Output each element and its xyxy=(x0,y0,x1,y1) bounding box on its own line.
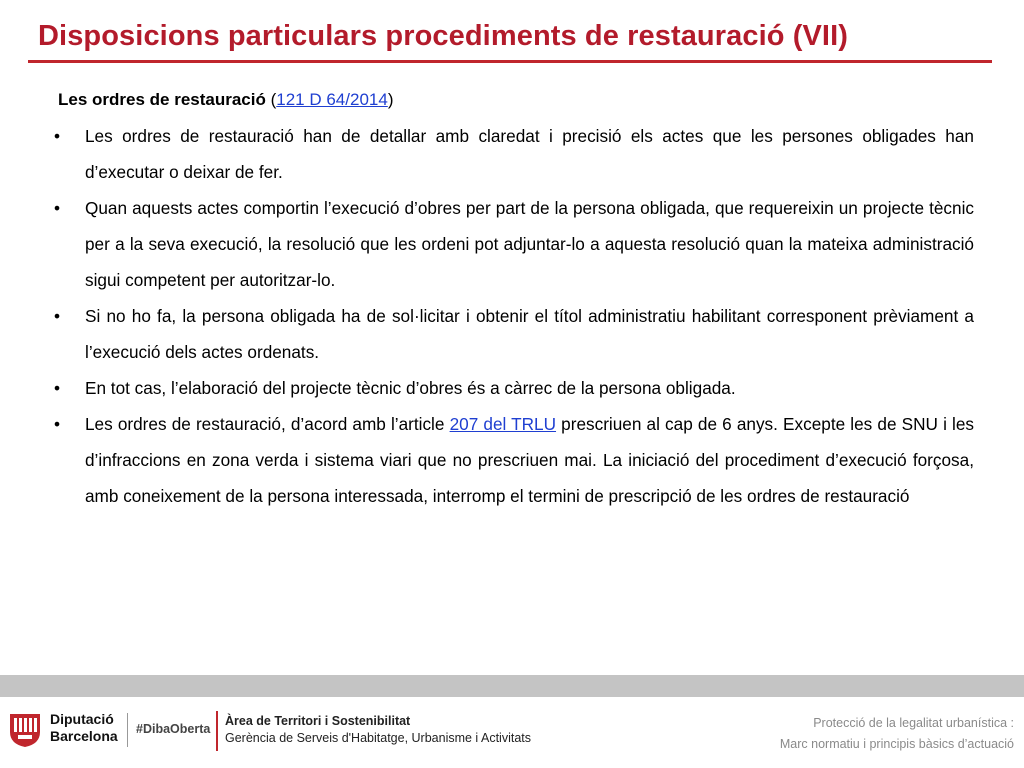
bullet-icon: • xyxy=(54,378,61,398)
bullet-icon: • xyxy=(54,414,61,434)
logo-line-1: Diputació xyxy=(50,711,114,727)
area-title: Àrea de Territori i Sostenibilitat xyxy=(225,714,411,728)
presentation-title-line-2: Marc normatiu i principis bàsics d’actuació xyxy=(779,737,1014,751)
page-title: Disposicions particulars procediments de restauració (VII) xyxy=(38,20,848,52)
bullet-text: En tot cas, l’elaboració del projecte tècnic d’obres és a càrrec de la persona obligada. xyxy=(85,378,736,398)
bullet-text-before: Les ordres de restauració, d’acord amb l’article xyxy=(85,414,450,434)
hashtag-label: #DibaOberta xyxy=(136,722,211,736)
bullet-icon: • xyxy=(54,126,61,146)
footer-accent-divider xyxy=(216,711,218,751)
bullet-text: Si no ho fa, la persona obligada ha de sol·licitar i obtenir el títol administratiu habilitant corresponent prèviament a l’execució dels actes ordenats. xyxy=(85,306,974,362)
bullet-item xyxy=(52,298,974,370)
bullet-item xyxy=(52,190,974,298)
footer-area-info xyxy=(225,713,531,747)
bullet-list xyxy=(52,118,974,514)
footer-divider xyxy=(127,713,128,747)
article-link[interactable]: 207 del TRLU xyxy=(449,414,557,434)
footer-band xyxy=(0,675,1024,697)
subtitle-label: Les ordres de restauració xyxy=(58,90,266,109)
area-subtitle: Gerència de Serveis d'Habitatge, Urbanisme i Activitats xyxy=(225,731,531,745)
bullet-icon: • xyxy=(54,198,61,218)
logo-line-2: Barcelona xyxy=(50,728,118,744)
bullet-text-after: prescriuen al cap de 6 anys. Excepte les de SNU i les d’infraccions en zona verda i sistema viari que no prescriuen mai. La iniciació del procediment d’execució forçosa, amb coneixement de la persona interessada, interromp el termini de prescripció de les ordres de restauració xyxy=(85,414,974,506)
bullet-text: Quan aquests actes comportin l’execució d’obres per part de la persona obligada, que requereixin un projecte tècnic per a la seva execució, la resolució que les ordeni pot adjuntar-lo a aquesta resolució quan la mateixa administració sigui competent per autoritzar-lo. xyxy=(85,198,974,290)
section-subtitle xyxy=(58,90,393,110)
bullet-item xyxy=(52,406,974,514)
presentation-title-line-1: Protecció de la legalitat urbanística : xyxy=(813,716,1014,730)
bullet-text: Les ordres de restauració han de detallar amb claredat i precisió els actes que les persones obligades han d’executar o deixar de fer. xyxy=(85,126,974,182)
bullet-item xyxy=(52,118,974,190)
diputacio-shield-icon xyxy=(8,712,42,748)
footer xyxy=(0,697,1024,768)
logo-wordmark xyxy=(50,711,118,745)
bullet-item xyxy=(52,370,974,406)
subtitle-paren-close: ) xyxy=(387,90,394,109)
subtitle-paren-open: ( xyxy=(265,90,277,109)
decree-link[interactable]: 121 D 64/2014 xyxy=(276,90,388,109)
bullet-icon: • xyxy=(54,306,61,326)
title-divider xyxy=(28,60,992,63)
footer-presentation-title xyxy=(780,713,1014,755)
